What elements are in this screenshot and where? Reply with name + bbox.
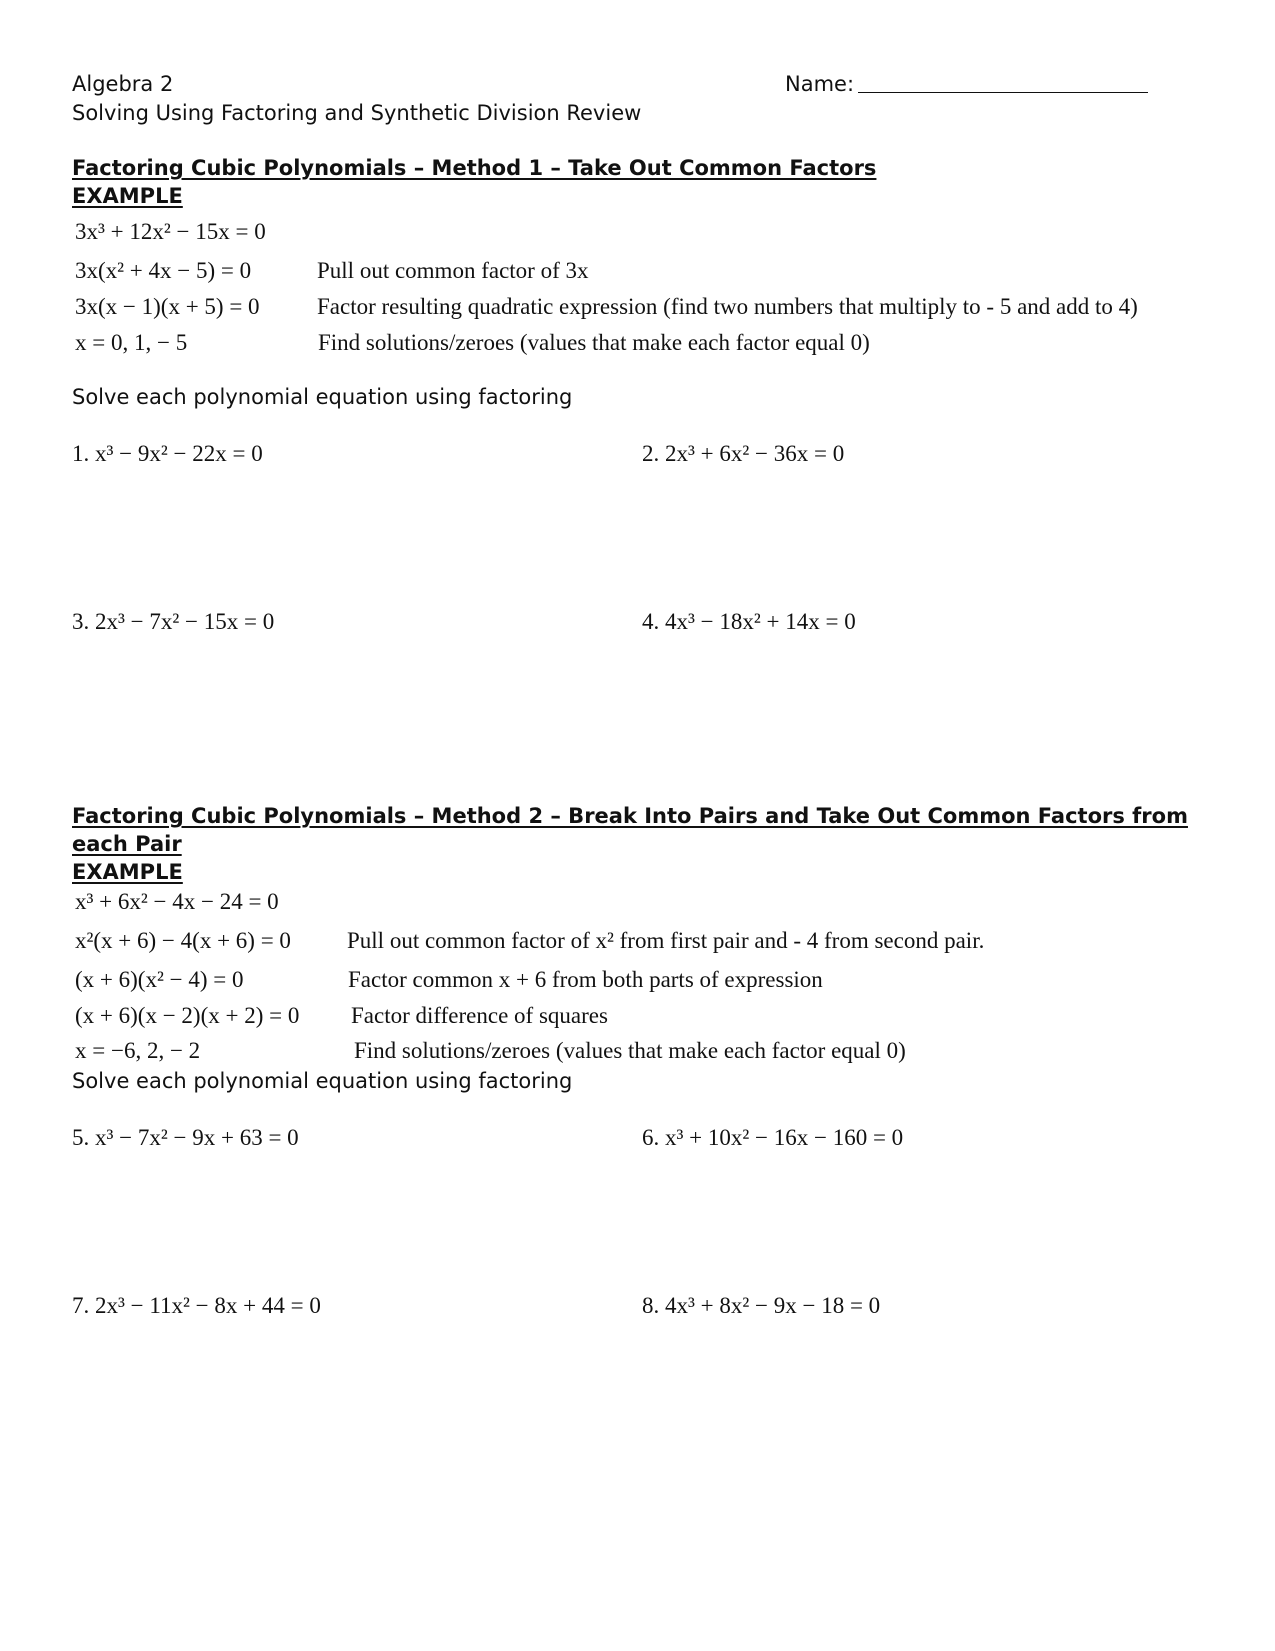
method1-step-equation: 3x(x² + 4x − 5) = 0 [75,258,252,283]
method1-instructions: Solve each polynomial equation using factoring [72,385,573,409]
problem-equation: x³ − 7x² − 9x + 63 = 0 [95,1125,299,1150]
problem-2 [642,441,844,467]
problem-number: 6. [642,1125,660,1150]
method1-step-note: Factor resulting quadratic expression (find two numbers that multiply to - 5 and add to 4) [317,294,1138,319]
problem-equation: 4x³ − 18x² + 14x = 0 [665,609,856,634]
method1-example-label: EXAMPLE [72,184,183,208]
problem-5 [72,1125,299,1151]
method2-step-equation: x³ + 6x² − 4x − 24 = 0 [75,889,279,914]
problem-number: 1. [72,441,90,466]
problem-6 [642,1125,903,1151]
problem-number: 2. [642,441,660,466]
method1-step-note: Pull out common factor of 3x [317,258,589,283]
problem-7 [72,1293,321,1319]
problem-equation: 2x³ + 6x² − 36x = 0 [665,441,845,466]
method2-step-equation: x = −6, 2, − 2 [75,1038,201,1063]
problem-equation: 4x³ + 8x² − 9x − 18 = 0 [665,1293,881,1318]
method1-step-equation: 3x(x − 1)(x + 5) = 0 [75,294,260,319]
problem-3 [72,609,274,635]
method2-heading-line1: Factoring Cubic Polynomials – Method 2 – Break Into Pairs and Take Out Common Factors from [72,804,1188,828]
problem-number: 5. [72,1125,90,1150]
problem-number: 8. [642,1293,660,1318]
method2-step-equation: (x + 6)(x − 2)(x + 2) = 0 [75,1003,300,1028]
method2-step-note: Find solutions/zeroes (values that make each factor equal 0) [354,1038,906,1063]
method2-step-note: Pull out common factor of x² from first pair and - 4 from second pair. [347,928,985,953]
problem-equation: 2x³ − 11x² − 8x + 44 = 0 [95,1293,321,1318]
problem-number: 3. [72,609,90,634]
problem-number: 7. [72,1293,90,1318]
method1-step-equation: x = 0, 1, − 5 [75,330,188,355]
method2-step-note: Factor difference of squares [351,1003,608,1028]
problem-1 [72,441,263,467]
problem-4 [642,609,856,635]
method1-step-note: Find solutions/zeroes (values that make each factor equal 0) [318,330,870,355]
problem-equation: x³ − 9x² − 22x = 0 [95,441,263,466]
method2-step-equation: x²(x + 6) − 4(x + 6) = 0 [75,928,291,953]
method2-example-label: EXAMPLE [72,860,183,884]
problem-8 [642,1293,880,1319]
name-blank-line [858,74,1148,93]
method1-heading: Factoring Cubic Polynomials – Method 1 – Take Out Common Factors [72,156,877,180]
name-field [785,72,1148,96]
method2-step-equation: (x + 6)(x² − 4) = 0 [75,967,244,992]
problem-number: 4. [642,609,660,634]
name-label: Name: [785,72,855,96]
method2-heading-line2: each Pair [72,832,182,856]
problem-equation: x³ + 10x² − 16x − 160 = 0 [665,1125,904,1150]
course-title: Algebra 2 [72,72,174,96]
problem-equation: 2x³ − 7x² − 15x = 0 [95,609,275,634]
worksheet-subtitle: Solving Using Factoring and Synthetic Division Review [72,101,642,125]
method1-step-equation: 3x³ + 12x² − 15x = 0 [75,219,266,244]
method2-step-note: Factor common x + 6 from both parts of expression [348,967,823,992]
method2-instructions: Solve each polynomial equation using factoring [72,1069,573,1093]
